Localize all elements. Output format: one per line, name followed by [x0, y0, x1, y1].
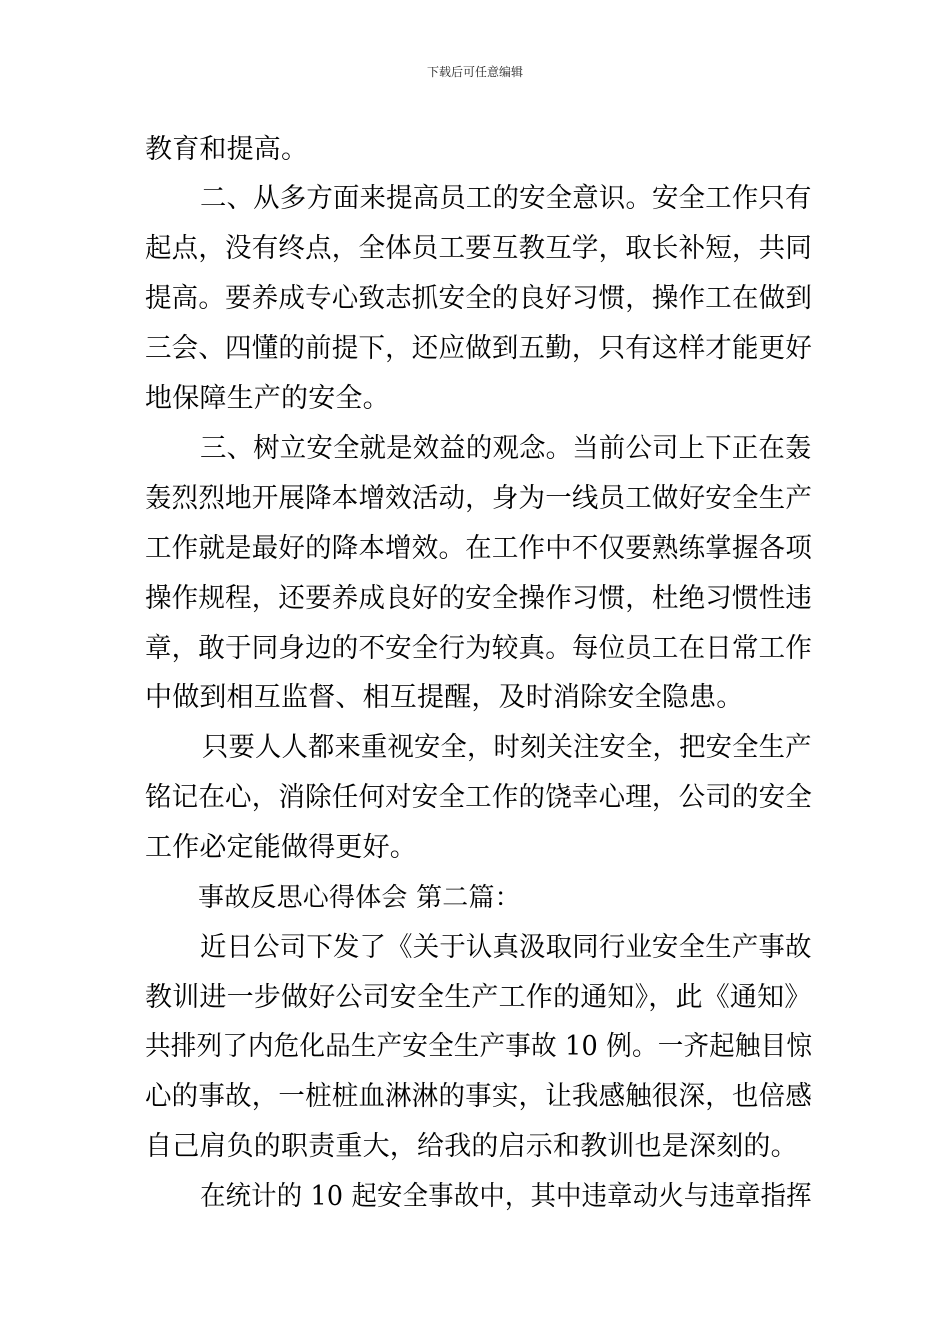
- text-line: 轰烈烈地开展降本增效活动，身为一线员工做好安全生产: [145, 483, 813, 514]
- text-line: 只要人人都来重视安全，时刻关注安全，把安全生产: [202, 732, 812, 763]
- text-line: 心的事故，一桩桩血淋淋的事实，让我感触很深，也倍感: [145, 1081, 813, 1112]
- text-line: 章，敢于同身边的不安全行为较真。每位员工在日常工作: [145, 633, 813, 664]
- text-line: 铭记在心，消除任何对安全工作的饶幸心理，公司的安全: [145, 782, 813, 813]
- text-line: 工作就是最好的降本增效。在工作中不仅要熟练掌握各项: [145, 533, 813, 564]
- text-line: 教育和提高。: [145, 134, 309, 165]
- text-line: 近日公司下发了《关于认真汲取同行业安全生产事故: [200, 932, 812, 963]
- text-line: 共排列了内危化品生产安全生产事故 10 例。一齐起触目惊: [145, 1031, 813, 1062]
- text-line: 地保障生产的安全。: [145, 383, 390, 414]
- text-line: 工作必定能做得更好。: [145, 832, 417, 863]
- page-header-note: 下载后可任意编辑: [426, 65, 523, 79]
- text-line: 三、树立安全就是效益的观念。当前公司上下正在轰: [200, 433, 812, 464]
- text-line: 起点，没有终点，全体员工要互教互学，取长补短，共同: [145, 233, 813, 264]
- text-line: 二、从多方面来提高员工的安全意识。安全工作只有: [200, 183, 812, 214]
- text-line: 提高。要养成专心致志抓安全的良好习惯，操作工在做到: [145, 283, 813, 314]
- text-line: 在统计的 10 起安全事故中，其中违章动火与违章指挥: [200, 1181, 812, 1212]
- text-line: 自己肩负的职责重大，给我的启示和教训也是深刻的。: [145, 1131, 798, 1162]
- section-heading: 事故反思心得体会 第二篇：: [198, 883, 521, 913]
- text-line: 操作规程，还要养成良好的安全操作习惯，杜绝习惯性违: [145, 583, 813, 614]
- text-line: 教训进一步做好公司安全生产工作的通知》，此《通知》: [145, 982, 812, 1013]
- text-line: 三会、四懂的前提下，还应做到五勤，只有这样才能更好: [145, 333, 813, 364]
- text-line: 中做到相互监督、相互提醒，及时消除安全隐患。: [145, 682, 744, 713]
